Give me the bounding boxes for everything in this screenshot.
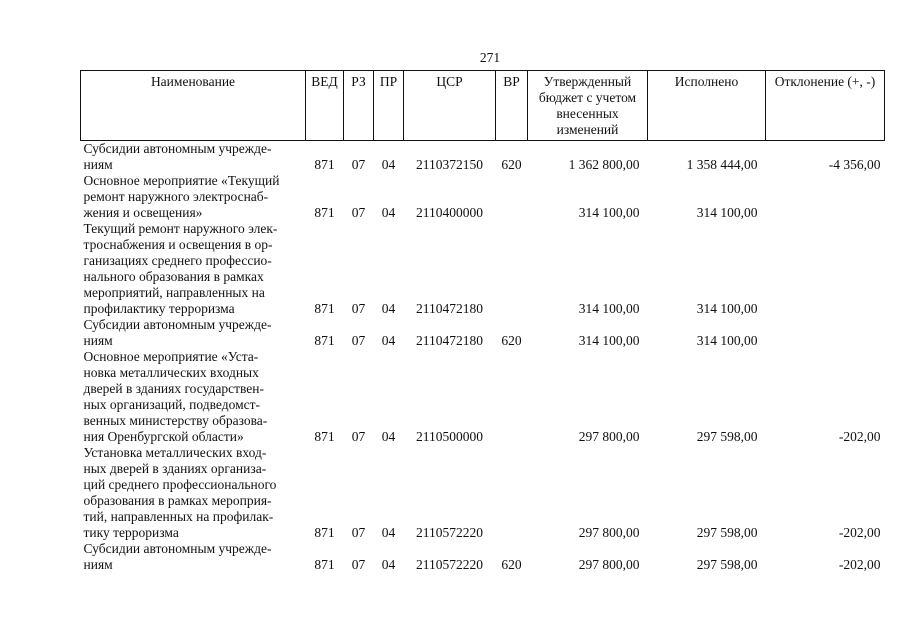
header-pr: ПР xyxy=(374,71,404,141)
header-csr: ЦСР xyxy=(404,71,496,141)
table-row xyxy=(81,317,885,349)
row-vr: 620 xyxy=(501,557,522,572)
table-header xyxy=(81,71,885,141)
row-approved: 314 100,00 xyxy=(578,333,640,348)
table-row xyxy=(81,445,885,541)
row-name: Основное мероприятие «Уста- новка металлических входных дверей в зданиях государствен- ных организаций, подведомст- венных министерству образова- ния Оренбургской области» xyxy=(83,349,268,444)
row-rz: 07 xyxy=(351,333,366,348)
row-csr: 2110572220 xyxy=(416,525,483,540)
row-name: Субсидии автономным учрежде- ниям xyxy=(83,541,272,572)
row-name: Основное мероприятие «Текущий ремонт наружного электроснаб- жения и освещения» xyxy=(83,173,280,220)
row-pr: 04 xyxy=(381,333,396,348)
header-deviation: Отклонение (+, -) xyxy=(766,71,885,141)
row-ved: 871 xyxy=(314,525,335,540)
row-approved: 297 800,00 xyxy=(578,429,640,444)
row-ved: 871 xyxy=(314,557,335,572)
row-approved: 297 800,00 xyxy=(578,557,640,572)
row-approved: 314 100,00 xyxy=(578,205,640,220)
budget-table xyxy=(80,70,885,573)
row-pr: 04 xyxy=(381,525,396,540)
row-vr: 620 xyxy=(501,333,522,348)
row-name: Субсидии автономным учрежде- ниям xyxy=(83,317,272,348)
row-vr: 620 xyxy=(501,157,522,172)
table-body xyxy=(81,141,885,574)
row-csr: 2110472180 xyxy=(416,301,483,316)
row-deviation: -4 356,00 xyxy=(828,157,881,172)
row-csr: 2110572220 xyxy=(416,557,483,572)
header-vr: ВР xyxy=(496,71,528,141)
row-rz: 07 xyxy=(351,525,366,540)
header-rz: РЗ xyxy=(344,71,374,141)
row-executed: 1 358 444,00 xyxy=(686,157,758,172)
table-row xyxy=(81,173,885,221)
row-csr: 2110372150 xyxy=(416,157,483,172)
header-name: Наименование xyxy=(81,71,306,141)
row-executed: 314 100,00 xyxy=(696,301,758,316)
row-pr: 04 xyxy=(381,429,396,444)
row-pr: 04 xyxy=(381,157,396,172)
row-name: Текущий ремонт наружного элек- троснабжения и освещения в ор- ганизациях среднего профессио- нального образования в рамках мероприятий, направленных на профилактику терроризма xyxy=(83,221,278,316)
row-ved: 871 xyxy=(314,157,335,172)
header-executed: Исполнено xyxy=(648,71,766,141)
row-vr xyxy=(496,445,528,541)
row-approved: 297 800,00 xyxy=(578,525,640,540)
header-approved: Утвержденный бюджет с учетом внесенных изменений xyxy=(528,71,648,141)
row-rz: 07 xyxy=(351,205,366,220)
row-deviation xyxy=(766,173,885,221)
row-pr: 04 xyxy=(381,205,396,220)
row-deviation: -202,00 xyxy=(838,429,881,444)
row-executed: 297 598,00 xyxy=(696,557,758,572)
row-approved: 1 362 800,00 xyxy=(568,157,640,172)
row-ved: 871 xyxy=(314,429,335,444)
table-row xyxy=(81,221,885,317)
row-csr: 2110500000 xyxy=(416,429,483,444)
row-executed: 297 598,00 xyxy=(696,429,758,444)
row-name: Субсидии автономным учрежде- ниям xyxy=(83,141,272,172)
header-ved: ВЕД xyxy=(306,71,344,141)
row-rz: 07 xyxy=(351,157,366,172)
row-deviation xyxy=(766,221,885,317)
row-deviation xyxy=(766,317,885,349)
row-executed: 314 100,00 xyxy=(696,205,758,220)
row-executed: 297 598,00 xyxy=(696,525,758,540)
row-vr xyxy=(496,349,528,445)
row-ved: 871 xyxy=(314,333,335,348)
row-rz: 07 xyxy=(351,301,366,316)
page-number: 271 xyxy=(479,50,501,65)
row-rz: 07 xyxy=(351,557,366,572)
row-pr: 04 xyxy=(381,557,396,572)
row-pr: 04 xyxy=(381,301,396,316)
row-csr: 2110472180 xyxy=(416,333,483,348)
row-ved: 871 xyxy=(314,205,335,220)
row-name: Установка металлических вход- ных дверей в зданиях организа- ций среднего профессионального образования в рамках мероприя- тий, направленных на профилак- тику терроризма xyxy=(83,445,277,540)
row-approved: 314 100,00 xyxy=(578,301,640,316)
table-row xyxy=(81,349,885,445)
table-row xyxy=(81,141,885,174)
row-vr xyxy=(496,221,528,317)
row-deviation: -202,00 xyxy=(838,557,881,572)
row-rz: 07 xyxy=(351,429,366,444)
table-row xyxy=(81,541,885,573)
row-ved: 871 xyxy=(314,301,335,316)
row-csr: 2110400000 xyxy=(416,205,483,220)
row-deviation: -202,00 xyxy=(838,525,881,540)
row-vr xyxy=(496,173,528,221)
row-executed: 314 100,00 xyxy=(696,333,758,348)
